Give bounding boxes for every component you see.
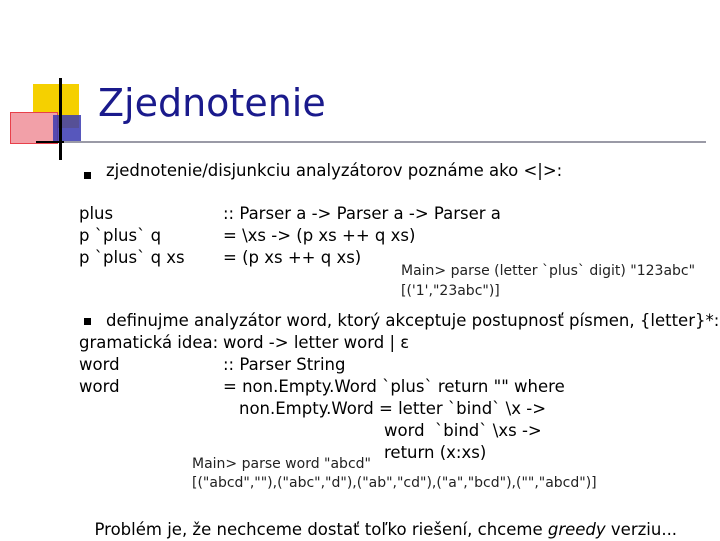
code2-left-1: word [79, 355, 120, 374]
code1-right-0: :: Parser a -> Parser a -> Parser a [223, 204, 501, 223]
bullet-1-text: zjednotenie/disjunkciu analyzátorov poznáme ako <|>: [106, 161, 563, 180]
logo-red-bar [10, 112, 58, 144]
example1-line-0: Main> parse (letter `plus` digit) "123abc" [401, 263, 696, 279]
logo-short-line [36, 141, 64, 143]
conclusion-after: verziu... [605, 520, 678, 539]
code2-cont-2: return (x:xs) [384, 443, 487, 462]
bullet-2-text: definujme analyzátor word, ktorý akceptuje postupnosť písmen, {letter}*: [106, 311, 720, 330]
bullet-marker-2 [84, 318, 91, 325]
code2-left-2: word [79, 377, 120, 396]
conclusion-emphasis: greedy [547, 520, 606, 539]
code1-right-1: = \xs -> (p xs ++ q xs) [223, 226, 416, 245]
code2-cont-1: word `bind` \xs -> [384, 421, 542, 440]
code1-right-2: = (p xs ++ q xs) [223, 248, 362, 267]
code2-left-0: gramatická idea: [79, 333, 219, 352]
code2-right-1: :: Parser String [223, 355, 346, 374]
conclusion-text [84, 497, 677, 541]
code1-left-0: plus [79, 204, 114, 223]
bullet-marker-1 [84, 172, 91, 179]
page-title: Zjednotenie [98, 81, 326, 125]
code2-right-0: word -> letter word | ε [223, 333, 410, 352]
example1-line-1: [('1',"23abc")] [401, 283, 500, 299]
logo-horizontal-line [36, 141, 706, 143]
code1-left-1: p `plus` q [79, 226, 162, 245]
conclusion-before: Problém je, že nechceme dostať toľko riešení, chceme [94, 520, 548, 539]
code2-cont-0: non.Empty.Word = letter `bind` \x -> [239, 399, 547, 418]
code2-right-2: = non.Empty.Word `plus` return "" where [223, 377, 565, 396]
logo-vertical-line [59, 78, 62, 160]
example2-line-1: [("abcd",""),("abc","d"),("ab","cd"),("a","bcd"),("","abcd")] [192, 475, 597, 491]
logo-blue-square [53, 115, 81, 143]
code1-left-2: p `plus` q xs [79, 248, 185, 267]
example2-line-0: Main> parse word "abcd" [192, 456, 371, 472]
